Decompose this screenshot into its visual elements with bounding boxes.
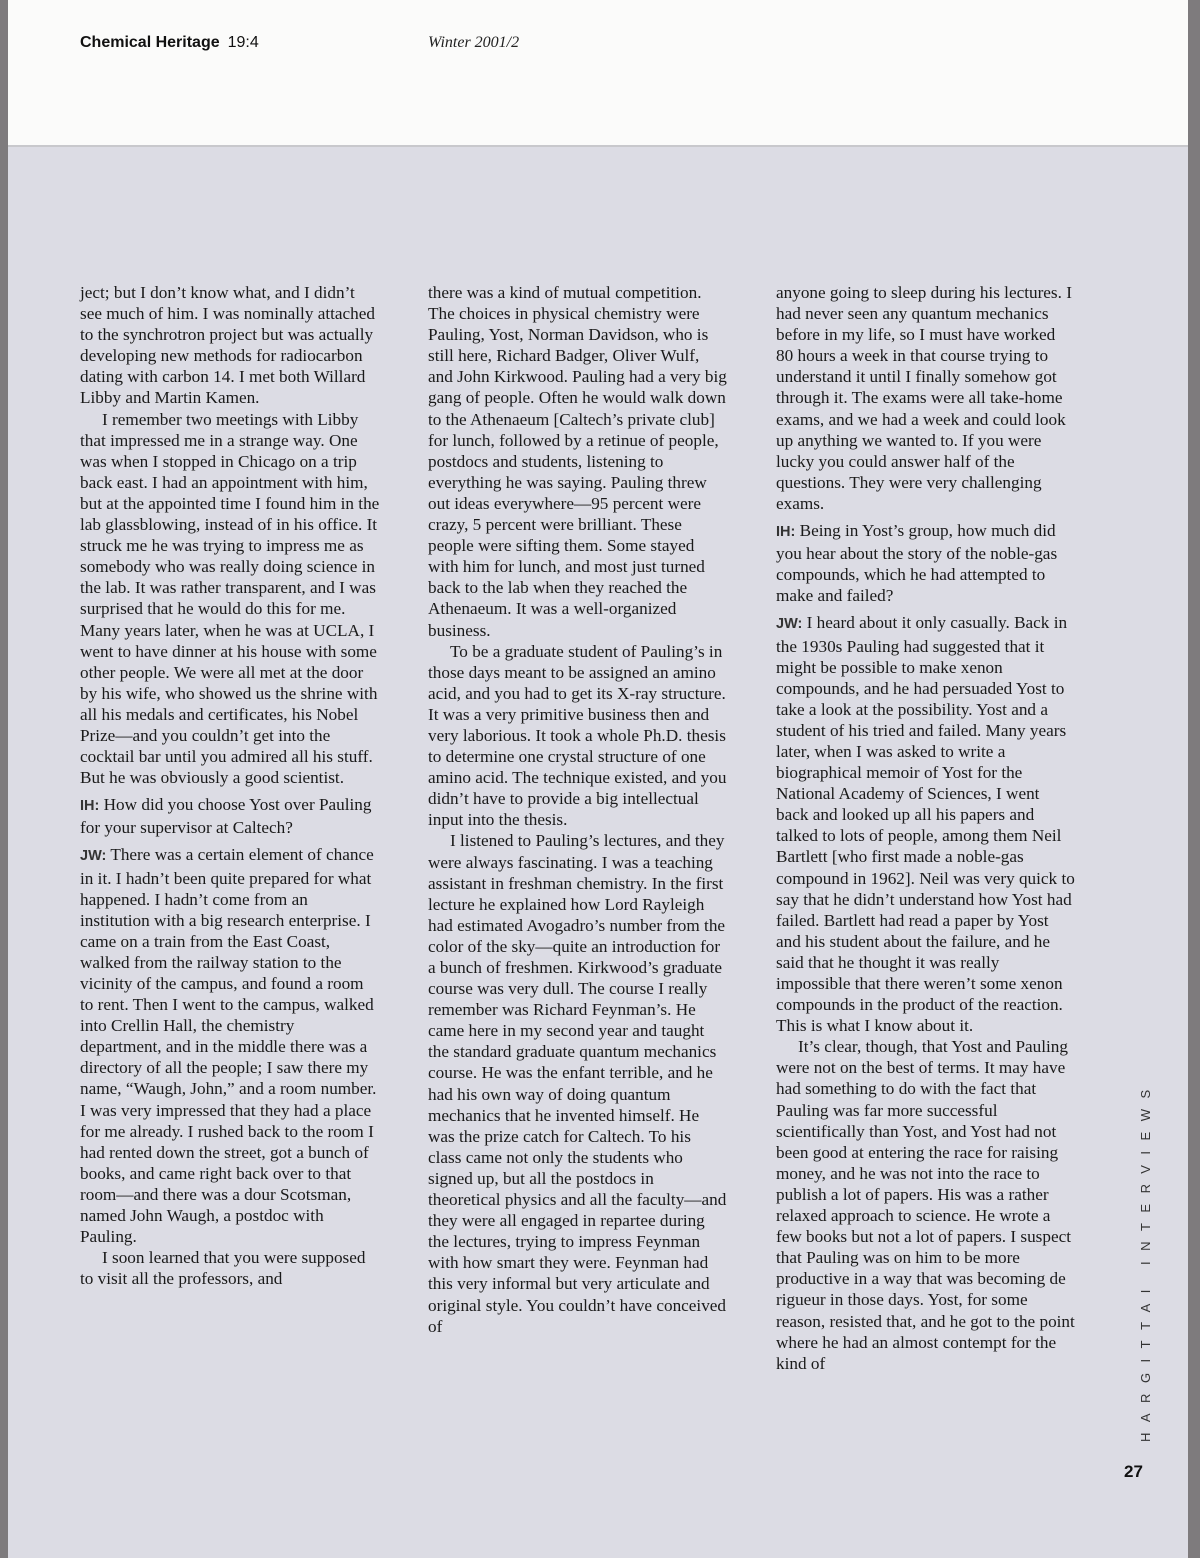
paragraph-text: I listened to Pauling’s lectures, and they were always fascinating. I was a teaching assistant in freshman chemistry. In the first lecture he explained how Lord Rayleigh had estimated Avogadro’s number from the color of the sky—quite an introduction for a bunch of freshmen. Kirkwood’s graduate course was very dull. The course I really remember was Richard Feynman’s. He came here in my second year and taught the standard graduate quantum mechanics course. He was the enfant terrible, and he had his own way of doing quantum mechanics that he invented himself. He was the prize catch for Caltech. To his class came not only the students who signed up, but all the postdocs in theoretical physics and all the faculty—and they were all engaged in repartee during the lectures, trying to impress Feynman with how smart they were. Feynman had this very informal but very articulate and original style. You couldn’t have conceived of [428,831,727,1336]
paragraph-text: there was a kind of mutual competition. The choices in physical chemistry were Pauling, Yost, Norman Davidson, who is still here, Richard Badger, Oliver Wulf, and John Kirkwood. Pauling had a very big gang of people. Often he would walk down to the Athenaeum [Caltech’s private club] for lunch, followed by a retinue of people, postdocs and students, listening to everything he was saying. Pauling threw out ideas everywhere—95 percent were crazy, 5 percent were brilliant. These people were sifting them. Some stayed with him for lunch, and most just turned back to the lab when they reached the Athenaeum. It was a well-organized business. [428,283,727,640]
paragraph-text: ject; but I don’t know what, and I didn’t see much of him. I was nominally attached to the synchrotron project but was actually developing new methods for radiocarbon dating with carbon 14. I met both Willard Libby and Martin Kamen. [80,283,375,408]
running-header [80,34,259,52]
header-divider [8,145,1188,147]
paragraph-text: I heard about it only casually. Back in the 1930s Pauling had suggested that it might be possible to make xenon compounds, and he had persuaded Yost to take a look at the possibility. Yost and a student of his tried and failed. Many years later, when I was asked to write a biographical memoir of Yost for the National Academy of Sciences, I went back and looked up all his papers and talked to lots of people, among them Neil Bartlett [who first made a noble-gas compound in 1962]. Neil was very quick to say that he didn’t understand how Yost had failed. Bartlett had read a paper by Yost and his student about the failure, and he said that he thought it was really impossible that there weren’t some xenon compounds in the product of the reaction. This is what I know about it. [776,613,1075,1036]
paragraph-text: anyone going to sleep during his lectures. I had never seen any quantum mechanics before in my life, so I must have worked 80 hours a week in that course trying to understand it until I finally somehow got through it. The exams were all take-home exams, and we had a week and could look up anything we wanted to. If you were lucky you could answer half of the questions. They were very challenging exams. [776,283,1072,513]
paragraph [80,282,380,409]
paragraph-text: I soon learned that you were supposed to visit all the professors, and [80,1248,366,1289]
page-number: 27 [1124,1462,1143,1481]
interview-question-answer [776,612,1076,1036]
interview-question-answer [80,794,380,838]
speaker-label: JW: [80,848,107,865]
paragraph [776,282,1076,514]
paragraph [80,1247,380,1289]
interview-question-answer [776,520,1076,606]
interview-question-answer [80,844,380,1247]
journal-title: Chemical Heritage [80,34,220,51]
text-column-2 [428,282,728,1337]
paragraph-text: There was a certain element of chance in it. I hadn’t been quite prepared for what happened. I hadn’t come from an institution with a big research enterprise. I came on a train from the East Coast, walked from the railway station to the vicinity of the campus, and found a room to rent. Then I went to the campus, walked into Crellin Hall, the chemistry department, and in the middle there was a directory of all the people; I saw there my name, “Waugh, John,” and a room number. I was very impressed that they had a place for me already. I rushed back to the room I had rented down the street, got a bunch of books, and came right back over to that room—and there was a dour Scotsman, named John Waugh, a postdoc with Pauling. [80,845,377,1247]
paragraph [428,641,728,831]
paragraph-text: I remember two meetings with Libby that impressed me in a strange way. One was when I stopped in Chicago on a trip back east. I had an appointment with him, but at the appointed time I found him in the lab glassblowing, instead of in his office. It struck me he was trying to impress me as somebody who was really doing science in the lab. It was rather transparent, and I was surprised that he would do this for me. Many years later, when he was at UCLA, I went to have dinner at his house with some other people. We were all met at the door by his wife, who showed us the shrine with all his medals and certificates, his Nobel Prize—and you couldn’t get into the cocktail bar until you admired all his stuff. But he was obviously a good scientist. [80,409,380,788]
paragraph [428,282,728,641]
paragraph-text: It’s clear, though, that Yost and Pauling were not on the best of terms. It may have had something to do with the fact that Pauling was far more successful scientifically than Yost, and Yost had not been good at entering the race for raising money, and he was not into the race to publish a lot of papers. His was a rather relaxed approach to science. He wrote a few books but not a lot of papers. I suspect that Pauling was on him to be more productive in a way that was becoming de rigueur in those days. Yost, for some reason, resisted that, and he got to the point where he had an almost contempt for the kind of [776,1037,1075,1373]
speaker-label: JW: [776,616,803,633]
section-label: HARGITTAI INTERVIEWS [1138,1079,1153,1442]
speaker-label: IH: [776,524,796,541]
text-column-3 [776,282,1076,1374]
paragraph [80,409,380,789]
text-column-1 [80,282,380,1289]
issue-number: 19:4 [227,34,259,51]
page [8,0,1188,1558]
speaker-label: IH: [80,798,100,815]
paragraph-text: How did you choose Yost over Pauling for your supervisor at Caltech? [80,795,372,838]
paragraph [428,830,728,1336]
paragraph [776,1036,1076,1374]
issue-date: Winter 2001/2 [428,34,520,51]
header-band [8,0,1188,145]
paragraph-text: To be a graduate student of Pauling’s in those days meant to be assigned an amino acid, and you had to get its X-ray structure. It was a very primitive business then and very laborious. It took a whole Ph.D. thesis to determine one crystal structure of one amino acid. The technique existed, and you didn’t have to provide a big intellectual input into the thesis. [428,641,727,830]
paragraph-text: Being in Yost’s group, how much did you hear about the story of the noble-gas compounds, which he had attempted to make and failed? [776,521,1058,606]
